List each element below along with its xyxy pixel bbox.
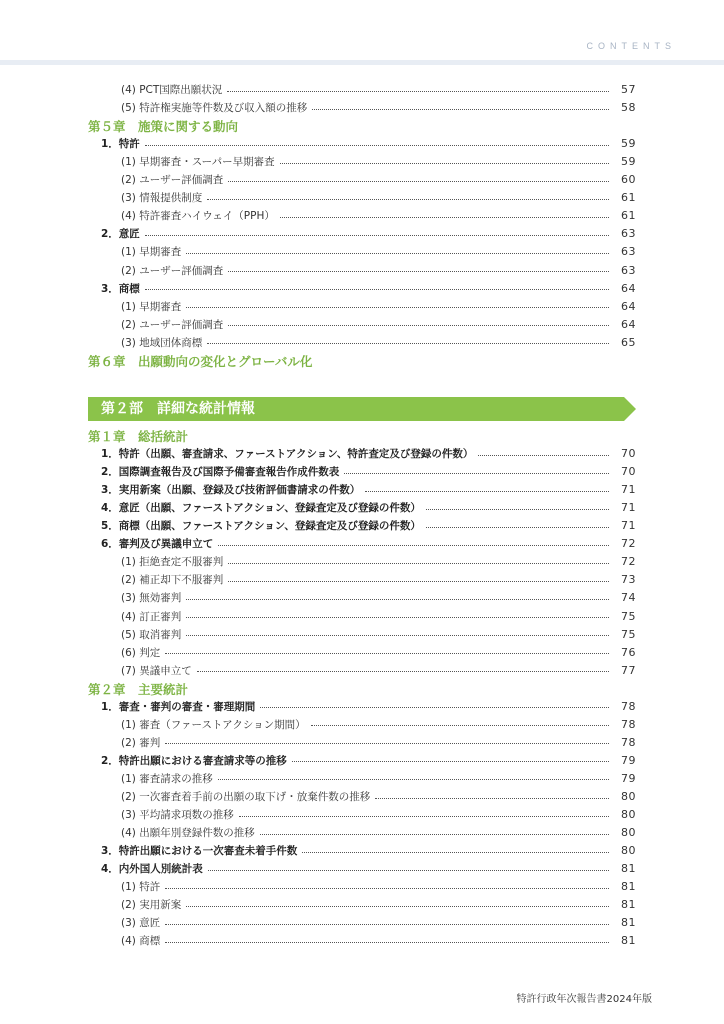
toc-subsection-entry[interactable] [0, 806, 636, 824]
toc-page-number: 73 [621, 573, 636, 587]
toc-page-number: 71 [621, 519, 636, 533]
toc-entry-label: 3．商標 [101, 282, 140, 295]
toc-entry-label: (4) PCT国際出願状況 [121, 84, 223, 96]
dot-leader [145, 235, 609, 236]
toc-entry-label: 1．審査・審判の審査・審理期間 [101, 700, 256, 713]
dot-leader [260, 707, 609, 708]
dot-leader [292, 761, 609, 762]
toc-subsection-entry[interactable] [0, 99, 636, 117]
dot-leader [302, 852, 609, 853]
chapter-heading: 第２章 主要統計 [88, 681, 189, 697]
toc-page-number: 61 [621, 209, 636, 223]
dot-leader [186, 599, 609, 600]
dot-leader [312, 109, 609, 110]
dot-leader [165, 924, 609, 925]
part-banner [88, 397, 636, 421]
toc-page-number: 72 [621, 537, 636, 551]
toc-page-number: 80 [621, 826, 636, 840]
toc-subsection-entry[interactable] [0, 243, 636, 261]
dot-leader [239, 816, 609, 817]
toc-subsection-entry[interactable] [0, 788, 636, 806]
toc-page-number: 80 [621, 790, 636, 803]
toc-page-number: 63 [621, 245, 636, 259]
toc-entry-label: (3) 地域団体商標 [121, 336, 203, 349]
toc-page-number: 80 [621, 844, 636, 858]
toc-subsection-entry[interactable] [0, 207, 636, 225]
toc-subsection-entry[interactable] [0, 153, 636, 171]
toc-page-number: 75 [621, 627, 636, 641]
toc-page-number: 81 [621, 898, 636, 912]
dot-leader [197, 671, 609, 672]
toc-page-number: 76 [621, 645, 636, 659]
toc-subsection-entry[interactable] [0, 81, 636, 99]
toc-entry-label: 5．商標（出願、ファーストアクション、登録査定及び登録の件数） [101, 520, 421, 533]
toc-subsection-entry[interactable] [0, 298, 636, 316]
toc-page-number: 79 [621, 753, 636, 767]
toc-entry-label: (2) 審判 [121, 736, 161, 749]
dot-leader [228, 271, 609, 272]
toc-entry-label: (2) 一次審査着手前の出願の取下げ・放棄件数の推移 [121, 791, 371, 803]
toc-page-number: 64 [621, 317, 636, 331]
toc-entry-label: (1) 早期審査 [121, 300, 182, 313]
toc-subsection-entry[interactable] [0, 334, 636, 352]
dot-leader [280, 217, 609, 218]
toc-subsection-entry[interactable] [0, 716, 636, 734]
toc-page-number: 79 [621, 771, 636, 785]
part-title: 第２部 詳細な統計情報 [101, 401, 255, 417]
toc-section-entry[interactable] [0, 481, 636, 499]
dot-leader [478, 455, 609, 456]
dot-leader [145, 145, 609, 146]
dot-leader [186, 307, 609, 308]
dot-leader [280, 163, 609, 164]
toc-entry-label: (2) 補正却下不服審判 [121, 574, 224, 587]
toc-entry-label: (1) 審査請求の推移 [121, 772, 213, 785]
toc-entry-label: (3) 情報提供制度 [121, 192, 203, 205]
chapter-heading: 第５章 施策に関する動向 [88, 119, 239, 135]
dot-leader [145, 289, 609, 290]
dot-leader [165, 743, 609, 744]
dot-leader [375, 798, 609, 799]
dot-leader [218, 779, 609, 780]
dot-leader [186, 253, 609, 254]
dot-leader [208, 870, 609, 871]
dot-leader [311, 725, 609, 726]
chapter-heading: 第１章 総括統計 [88, 429, 189, 444]
toc-page-number: 77 [621, 663, 636, 677]
toc-entry-label: 4．意匠（出願、ファーストアクション、登録査定及び登録の件数） [101, 502, 421, 515]
toc-page-number: 78 [621, 735, 636, 749]
toc-page-number: 64 [621, 281, 636, 295]
toc-entry-label: (3) 無効審判 [121, 592, 182, 605]
toc-entry-label: 1．特許（出願、審査請求、ファーストアクション、特許査定及び登録の件数） [101, 448, 474, 461]
toc-subsection-entry[interactable] [0, 896, 636, 914]
toc-subsection-entry[interactable] [0, 644, 636, 662]
dot-leader [165, 942, 609, 943]
toc-entry-label: (3) 平均請求項数の推移 [121, 809, 234, 822]
toc-subsection-entry[interactable] [0, 626, 636, 644]
toc-page-number: 74 [621, 591, 636, 605]
toc-page-number: 81 [621, 934, 636, 948]
dot-leader [218, 545, 609, 546]
toc-entry-label: (2) ユーザー評価調査 [121, 174, 224, 187]
toc-entry-label: (4) 商標 [121, 935, 161, 948]
dot-leader [207, 199, 609, 200]
toc-entry-label: (2) 実用新案 [121, 899, 182, 912]
toc-subsection-entry[interactable] [0, 571, 636, 589]
toc-section-entry[interactable] [0, 860, 636, 878]
toc-entry-label: (4) 訂正審判 [121, 610, 182, 623]
toc-subsection-entry[interactable] [0, 734, 636, 752]
toc-entry-label: (7) 異議申立て [121, 664, 192, 677]
toc-page-number: 57 [621, 83, 636, 96]
toc-subsection-entry[interactable] [0, 824, 636, 842]
header-bar [0, 60, 724, 65]
toc-entry-label: (5) 特許権実施等件数及び収入額の推移 [121, 102, 308, 115]
toc-section-entry[interactable] [0, 752, 636, 770]
toc-page-number: 71 [621, 483, 636, 497]
toc-section-entry[interactable] [0, 698, 636, 716]
toc-subsection-entry[interactable] [0, 662, 636, 680]
toc-subsection-entry[interactable] [0, 770, 636, 788]
toc-page-number: 78 [621, 717, 636, 731]
toc-page-number: 80 [621, 808, 636, 822]
toc-entry-label: (1) 審査（ファーストアクション期間） [121, 718, 306, 731]
toc-entry-label: 3．実用新案（出願、登録及び技術評価書請求の件数） [101, 484, 361, 497]
toc-entry-label: (2) ユーザー評価調査 [121, 318, 224, 331]
toc-entry-label: 2．意匠 [101, 228, 140, 241]
toc-entry-label: (6) 判定 [121, 646, 161, 659]
toc-page-number: 65 [621, 335, 636, 349]
toc-entry-label: 6．審判及び異議申立て [101, 538, 214, 551]
dot-leader [365, 491, 609, 492]
toc-subsection-entry[interactable] [0, 316, 636, 334]
dot-leader [207, 343, 609, 344]
toc-entry-label: (1) 早期審査 [121, 246, 182, 259]
toc-entry-label: (1) 特許 [121, 881, 161, 894]
toc-entry-label: (4) 出願年別登録件数の推移 [121, 827, 255, 840]
toc-page-number: 75 [621, 609, 636, 623]
toc-entry-label: 2．国際調査報告及び国際予備審査報告作成件数表 [101, 466, 340, 479]
chapter-heading: 第６章 出願動向の変化とグローバル化 [88, 353, 313, 369]
contents-header: CONTENTS [586, 41, 676, 51]
toc-entry-label: (4) 特許審査ハイウェイ（PPH） [121, 210, 275, 223]
toc-page-number: 70 [621, 447, 636, 461]
dot-leader [186, 906, 609, 907]
toc-page-number: 63 [621, 227, 636, 241]
toc-page-number: 59 [621, 137, 636, 151]
dot-leader [344, 473, 609, 474]
toc-page-number: 81 [621, 916, 636, 930]
toc-page-number: 81 [621, 880, 636, 894]
dot-leader [426, 527, 609, 528]
dot-leader [228, 181, 609, 182]
toc-subsection-entry[interactable] [0, 914, 636, 932]
toc-page-number: 59 [621, 155, 636, 169]
toc-page-number: 72 [621, 555, 636, 569]
toc-entry-label: (3) 意匠 [121, 917, 161, 930]
toc-entry-label: (2) ユーザー評価調査 [121, 264, 224, 277]
toc-page-number: 64 [621, 299, 636, 313]
dot-leader [228, 563, 609, 564]
toc-section-entry[interactable] [0, 535, 636, 553]
toc-page-number: 63 [621, 263, 636, 277]
toc-page-number: 61 [621, 191, 636, 205]
toc-section-entry[interactable] [0, 463, 636, 481]
dot-leader [228, 325, 609, 326]
toc-subsection-entry[interactable] [0, 189, 636, 207]
dot-leader [227, 91, 609, 92]
dot-leader [165, 653, 609, 654]
toc-entry-label: (1) 拒絶査定不服審判 [121, 556, 224, 569]
dot-leader [426, 509, 609, 510]
toc-page-number: 58 [621, 101, 636, 115]
footer-title: 特許行政年次報告書2024年版 [516, 994, 652, 1005]
toc-subsection-entry[interactable] [0, 553, 636, 571]
dot-leader [260, 834, 609, 835]
toc-page-number: 81 [621, 862, 636, 876]
toc-subsection-entry[interactable] [0, 171, 636, 189]
toc-page-number: 60 [621, 173, 636, 187]
toc-subsection-entry[interactable] [0, 878, 636, 896]
toc-subsection-entry[interactable] [0, 589, 636, 607]
toc-subsection-entry[interactable] [0, 932, 636, 950]
toc-section-entry[interactable] [0, 135, 636, 153]
toc-subsection-entry[interactable] [0, 262, 636, 280]
toc-entry-label: 1．特許 [101, 138, 140, 151]
dot-leader [186, 617, 609, 618]
toc-section-entry[interactable] [0, 280, 636, 298]
toc-entry-label: 2．特許出願における審査請求等の推移 [101, 754, 287, 767]
toc-entry-label: (5) 取消審判 [121, 628, 182, 641]
dot-leader [165, 888, 609, 889]
toc-section-entry[interactable] [0, 225, 636, 243]
toc-page-number: 78 [621, 699, 636, 713]
toc-page-number: 71 [621, 501, 636, 515]
toc-subsection-entry[interactable] [0, 608, 636, 626]
toc-section-entry[interactable] [0, 499, 636, 517]
toc-section-entry[interactable] [0, 517, 636, 535]
toc-page-number: 70 [621, 465, 636, 479]
toc-section-entry[interactable] [0, 445, 636, 463]
toc-entry-label: 3．特許出願における一次審査未着手件数 [101, 845, 298, 858]
toc-entry-label: (1) 早期審査・スーパー早期審査 [121, 156, 275, 169]
dot-leader [186, 635, 609, 636]
toc-section-entry[interactable] [0, 842, 636, 860]
dot-leader [228, 581, 609, 582]
toc-entry-label: 4．内外国人別統計表 [101, 863, 203, 876]
